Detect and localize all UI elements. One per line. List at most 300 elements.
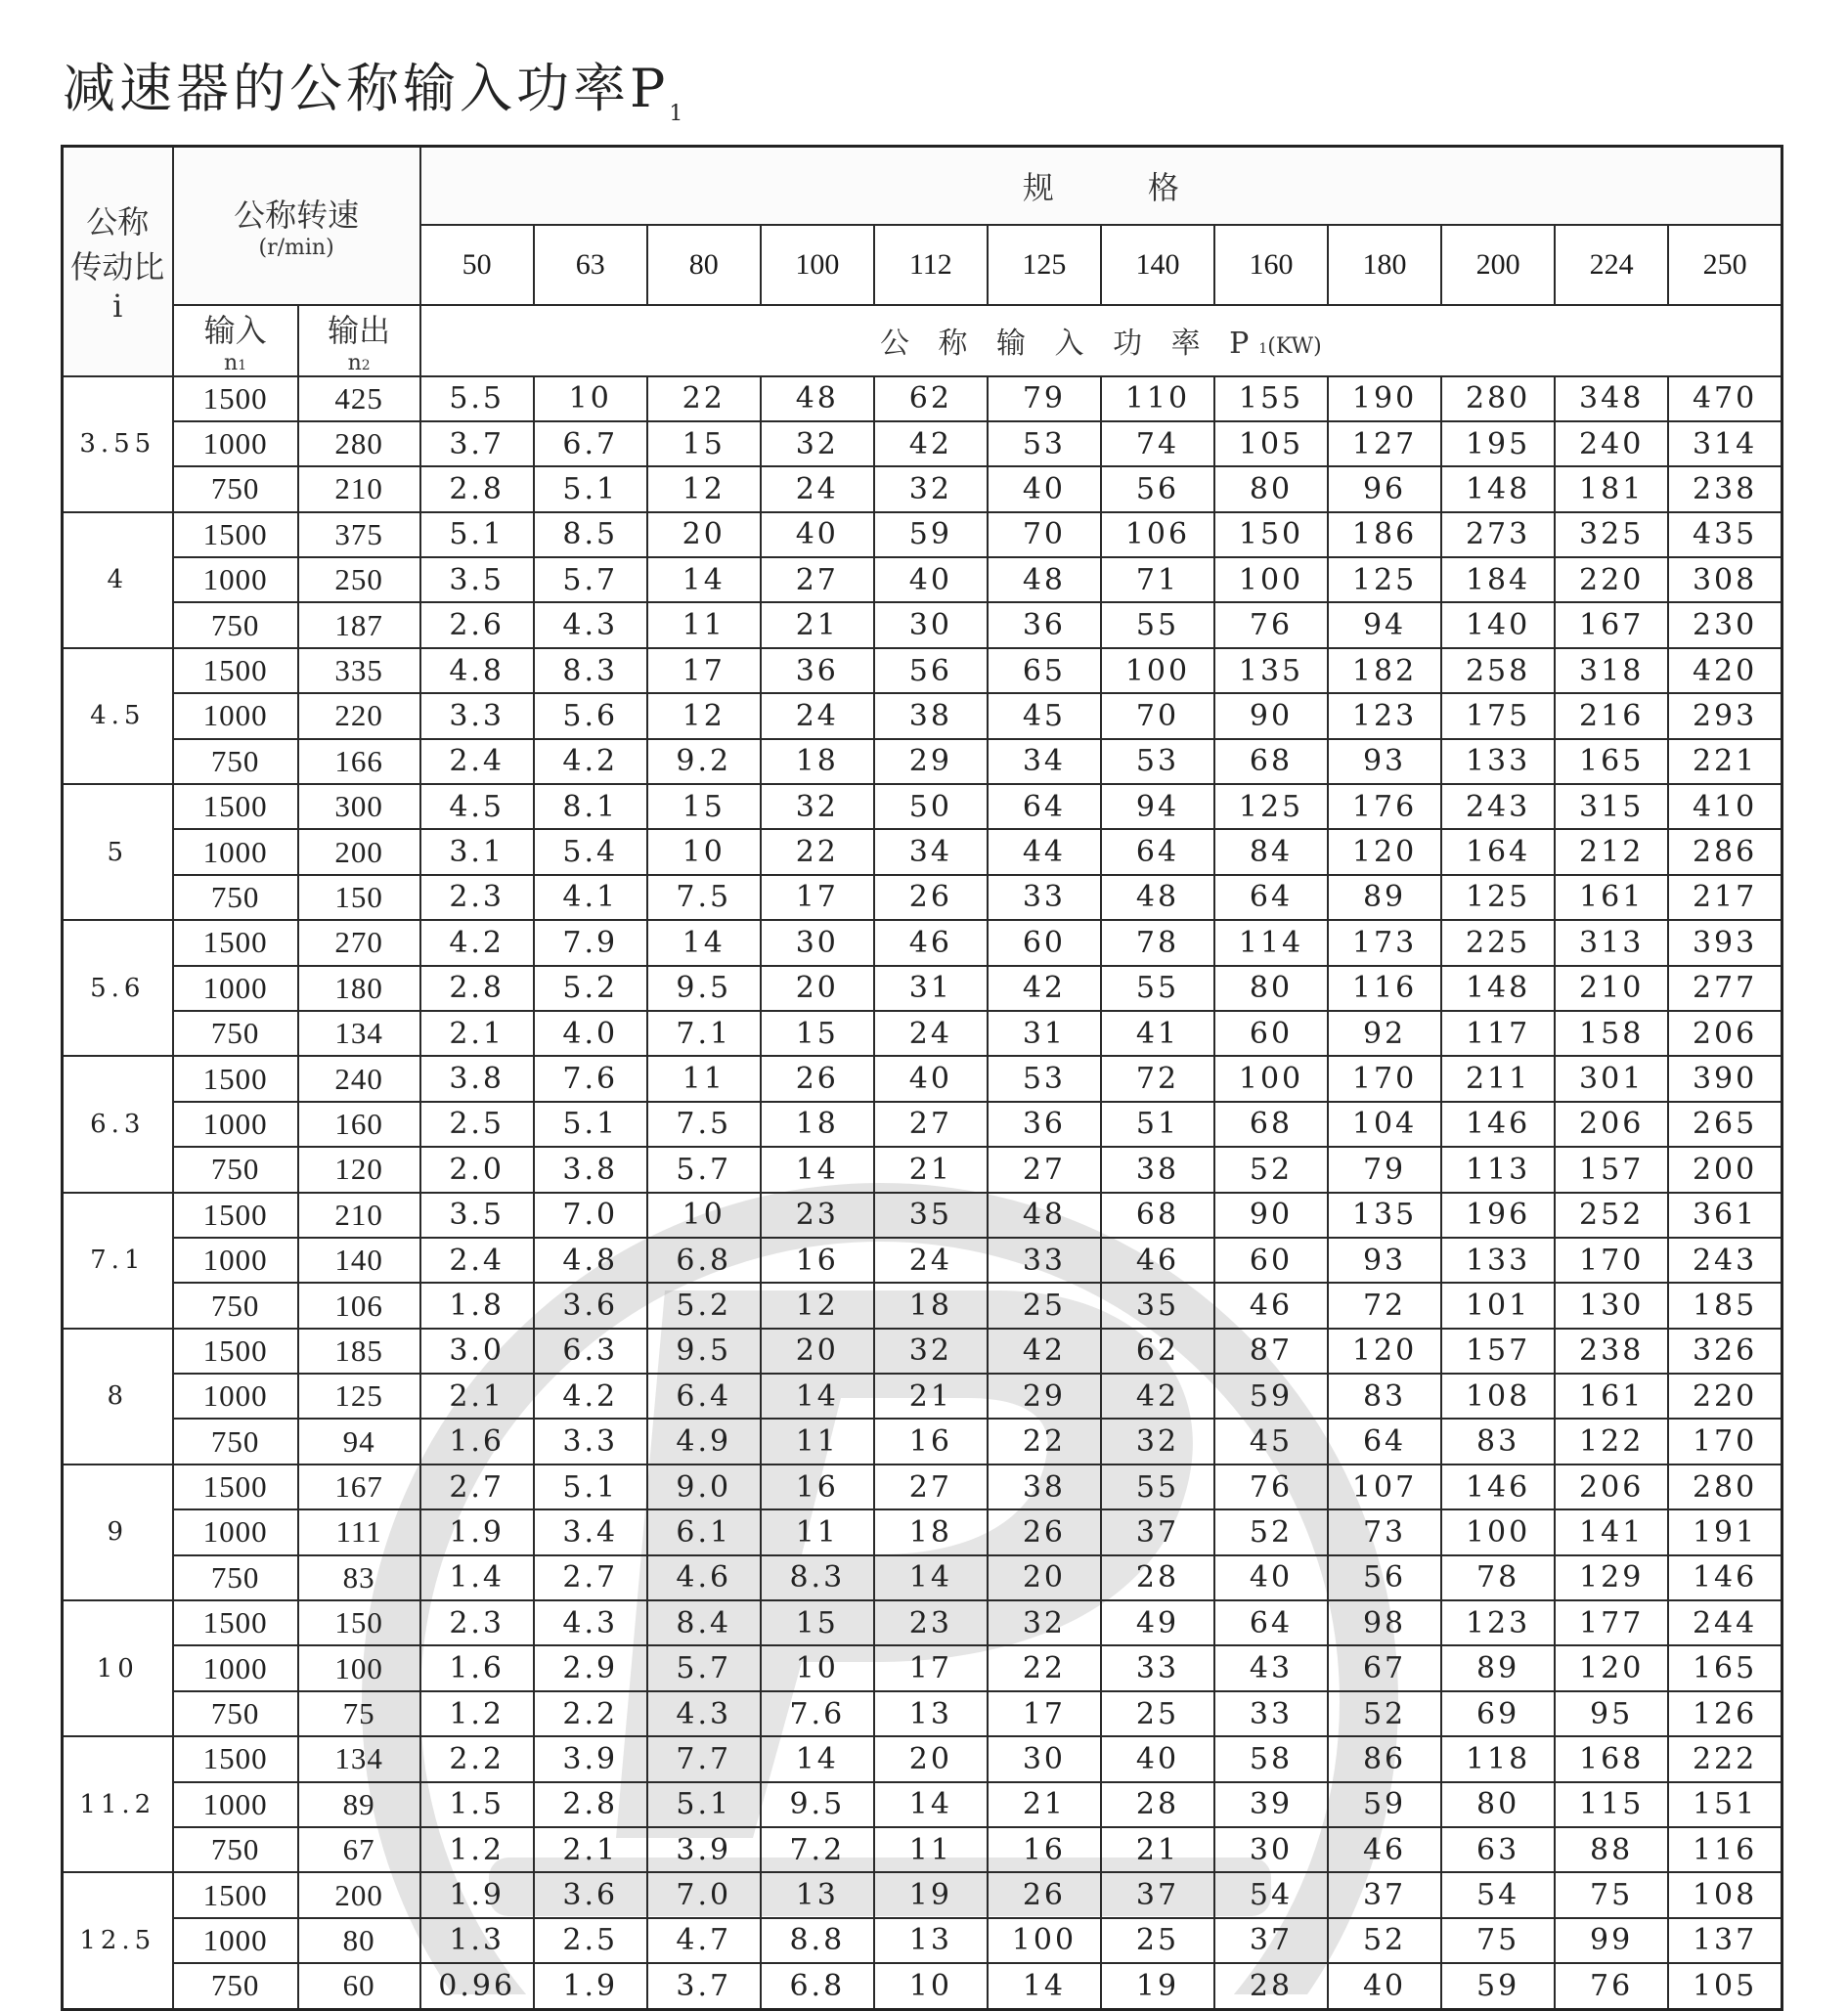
power-value-cell: 71 — [1101, 557, 1214, 602]
input-speed-cell: 1500 — [173, 1600, 298, 1645]
input-speed-cell: 1000 — [173, 1374, 298, 1419]
power-value-cell: 16 — [874, 1419, 988, 1464]
output-header — [298, 305, 420, 376]
power-value-cell: 137 — [1668, 1918, 1782, 1963]
power-value-cell: 8.3 — [534, 648, 647, 693]
power-value-cell: 46 — [1328, 1827, 1441, 1872]
power-value-cell: 32 — [761, 421, 874, 466]
power-value-cell: 116 — [1668, 1827, 1782, 1872]
power-value-cell: 15 — [761, 1600, 874, 1645]
ratio-cell: 11.2 — [63, 1736, 173, 1872]
output-speed-cell: 134 — [298, 1011, 420, 1056]
power-value-cell: 3.9 — [647, 1827, 761, 1872]
power-value-cell: 301 — [1555, 1056, 1668, 1101]
power-value-cell: 1.9 — [420, 1872, 534, 1917]
power-value-cell: 170 — [1328, 1056, 1441, 1101]
ratio-header-line2: 传动比 — [70, 248, 165, 286]
power-value-cell: 2.4 — [420, 739, 534, 784]
power-value-cell: 72 — [1101, 1056, 1214, 1101]
power-value-cell: 100 — [1101, 648, 1214, 693]
power-value-cell: 6.8 — [761, 1963, 874, 2009]
power-value-cell: 5.7 — [534, 557, 647, 602]
size-header-250: 250 — [1668, 225, 1782, 305]
power-value-cell: 60 — [1214, 1238, 1328, 1283]
power-value-cell: 3.5 — [420, 1193, 534, 1238]
power-value-cell: 42 — [988, 966, 1101, 1011]
output-speed-cell: 240 — [298, 1056, 420, 1101]
power-value-cell: 100 — [1214, 1056, 1328, 1101]
power-value-cell: 18 — [761, 1102, 874, 1147]
power-value-cell: 20 — [761, 1329, 874, 1374]
power-value-cell: 141 — [1555, 1509, 1668, 1554]
power-value-cell: 59 — [1214, 1374, 1328, 1419]
power-value-cell: 161 — [1555, 1374, 1668, 1419]
power-value-cell: 11 — [647, 1056, 761, 1101]
power-value-cell: 26 — [874, 875, 988, 920]
table-row — [63, 1827, 1782, 1872]
power-value-cell: 21 — [988, 1782, 1101, 1827]
output-speed-cell: 167 — [298, 1465, 420, 1509]
power-value-cell: 24 — [874, 1011, 988, 1056]
power-value-cell: 190 — [1328, 376, 1441, 421]
power-value-cell: 55 — [1101, 966, 1214, 1011]
page-title — [63, 47, 683, 126]
power-value-cell: 146 — [1668, 1555, 1782, 1600]
table-row — [63, 1193, 1782, 1238]
ratio-cell: 7.1 — [63, 1193, 173, 1329]
power-value-cell: 2.3 — [420, 1600, 534, 1645]
table-row — [63, 920, 1782, 965]
power-value-cell: 64 — [1214, 1600, 1328, 1645]
power-value-cell: 14 — [874, 1555, 988, 1600]
power-header — [420, 305, 1782, 376]
power-value-cell: 79 — [1328, 1147, 1441, 1192]
power-value-cell: 15 — [647, 784, 761, 829]
input-speed-cell: 750 — [173, 875, 298, 920]
input-speed-cell: 1000 — [173, 829, 298, 874]
input-speed-cell: 1000 — [173, 693, 298, 738]
power-value-cell: 1.9 — [420, 1509, 534, 1554]
power-value-cell: 273 — [1441, 512, 1555, 557]
power-value-cell: 173 — [1328, 920, 1441, 965]
power-value-cell: 2.8 — [420, 466, 534, 511]
power-value-cell: 2.8 — [420, 966, 534, 1011]
power-value-cell: 95 — [1555, 1691, 1668, 1736]
power-value-cell: 52 — [1328, 1691, 1441, 1736]
power-value-cell: 43 — [1214, 1645, 1328, 1690]
power-value-cell: 44 — [988, 829, 1101, 874]
table-row — [63, 875, 1782, 920]
power-value-cell: 146 — [1441, 1465, 1555, 1509]
power-value-cell: 100 — [1214, 557, 1328, 602]
power-value-cell: 48 — [988, 1193, 1101, 1238]
table-row — [63, 1691, 1782, 1736]
power-value-cell: 125 — [1328, 557, 1441, 602]
power-value-cell: 75 — [1555, 1872, 1668, 1917]
power-value-cell: 5.7 — [647, 1147, 761, 1192]
power-value-cell: 64 — [1328, 1419, 1441, 1464]
power-value-cell: 3.6 — [534, 1283, 647, 1328]
output-speed-cell: 94 — [298, 1419, 420, 1464]
table-row — [63, 693, 1782, 738]
ratio-cell: 4.5 — [63, 648, 173, 784]
size-header-140: 140 — [1101, 225, 1214, 305]
output-speed-cell: 270 — [298, 920, 420, 965]
power-value-cell: 33 — [1101, 1645, 1214, 1690]
output-speed-cell: 80 — [298, 1918, 420, 1963]
power-value-cell: 37 — [1214, 1918, 1328, 1963]
power-value-cell: 420 — [1668, 648, 1782, 693]
power-value-cell: 113 — [1441, 1147, 1555, 1192]
power-value-cell: 184 — [1441, 557, 1555, 602]
power-value-cell: 18 — [874, 1509, 988, 1554]
power-value-cell: 210 — [1555, 966, 1668, 1011]
power-value-cell: 125 — [1441, 875, 1555, 920]
input-speed-cell: 750 — [173, 1555, 298, 1600]
output-speed-cell: 280 — [298, 421, 420, 466]
power-value-cell: 4.8 — [420, 648, 534, 693]
power-value-cell: 22 — [988, 1645, 1101, 1690]
power-value-cell: 165 — [1668, 1645, 1782, 1690]
table-row — [63, 1736, 1782, 1781]
power-value-cell: 5.6 — [534, 693, 647, 738]
power-value-cell: 318 — [1555, 648, 1668, 693]
power-value-cell: 148 — [1441, 966, 1555, 1011]
power-value-cell: 277 — [1668, 966, 1782, 1011]
output-speed-cell: 250 — [298, 557, 420, 602]
power-value-cell: 30 — [761, 920, 874, 965]
power-value-cell: 76 — [1214, 1465, 1328, 1509]
power-value-cell: 3.0 — [420, 1329, 534, 1374]
power-value-cell: 150 — [1214, 512, 1328, 557]
power-value-cell: 123 — [1328, 693, 1441, 738]
power-value-cell: 155 — [1214, 376, 1328, 421]
output-speed-cell: 100 — [298, 1645, 420, 1690]
power-value-cell: 200 — [1668, 1147, 1782, 1192]
power-value-cell: 90 — [1214, 693, 1328, 738]
power-value-cell: 243 — [1441, 784, 1555, 829]
power-value-cell: 40 — [988, 466, 1101, 511]
power-value-cell: 23 — [874, 1600, 988, 1645]
power-value-cell: 24 — [874, 1238, 988, 1283]
ratio-cell: 3.55 — [63, 376, 173, 512]
input-speed-cell: 1500 — [173, 648, 298, 693]
power-value-cell: 59 — [1328, 1782, 1441, 1827]
table-row — [63, 1555, 1782, 1600]
power-value-cell: 104 — [1328, 1102, 1441, 1147]
power-value-cell: 98 — [1328, 1600, 1441, 1645]
power-value-cell: 32 — [874, 1329, 988, 1374]
spec-header: 规 格 — [420, 147, 1782, 225]
input-speed-cell: 1500 — [173, 1872, 298, 1917]
power-value-cell: 117 — [1441, 1011, 1555, 1056]
power-value-cell: 2.9 — [534, 1645, 647, 1690]
power-value-cell: 63 — [1441, 1827, 1555, 1872]
power-value-cell: 2.0 — [420, 1147, 534, 1192]
power-value-cell: 76 — [1555, 1963, 1668, 2009]
power-value-cell: 94 — [1328, 602, 1441, 647]
output-speed-cell: 106 — [298, 1283, 420, 1328]
power-value-cell: 83 — [1328, 1374, 1441, 1419]
power-value-cell: 4.2 — [420, 920, 534, 965]
power-value-cell: 158 — [1555, 1011, 1668, 1056]
power-value-cell: 39 — [1214, 1782, 1328, 1827]
power-value-cell: 2.1 — [420, 1374, 534, 1419]
power-value-cell: 93 — [1328, 1238, 1441, 1283]
power-value-cell: 54 — [1214, 1872, 1328, 1917]
power-value-cell: 280 — [1668, 1465, 1782, 1509]
power-value-cell: 5.1 — [534, 1465, 647, 1509]
output-speed-cell: 200 — [298, 829, 420, 874]
power-value-cell: 133 — [1441, 1238, 1555, 1283]
input-speed-cell: 1500 — [173, 1056, 298, 1101]
power-value-cell: 80 — [1214, 466, 1328, 511]
power-value-cell: 56 — [1328, 1555, 1441, 1600]
power-value-cell: 176 — [1328, 784, 1441, 829]
size-header-224: 224 — [1555, 225, 1668, 305]
power-value-cell: 36 — [761, 648, 874, 693]
power-value-cell: 9.5 — [647, 966, 761, 1011]
input-speed-cell: 750 — [173, 1011, 298, 1056]
power-value-cell: 8.1 — [534, 784, 647, 829]
table-row — [63, 648, 1782, 693]
power-value-cell: 42 — [988, 1329, 1101, 1374]
power-value-cell: 64 — [1101, 829, 1214, 874]
power-value-cell: 4.3 — [534, 602, 647, 647]
power-value-cell: 125 — [1214, 784, 1328, 829]
power-value-cell: 42 — [1101, 1374, 1214, 1419]
power-value-cell: 1.6 — [420, 1419, 534, 1464]
power-value-cell: 16 — [988, 1827, 1101, 1872]
output-speed-cell: 300 — [298, 784, 420, 829]
output-speed-cell: 187 — [298, 602, 420, 647]
power-value-cell: 1.2 — [420, 1827, 534, 1872]
power-value-cell: 54 — [1441, 1872, 1555, 1917]
power-value-cell: 3.3 — [420, 693, 534, 738]
power-value-cell: 390 — [1668, 1056, 1782, 1101]
power-value-cell: 89 — [1441, 1645, 1555, 1690]
power-value-cell: 52 — [1328, 1918, 1441, 1963]
power-value-cell: 2.5 — [420, 1102, 534, 1147]
power-value-cell: 31 — [874, 966, 988, 1011]
power-value-cell: 222 — [1668, 1736, 1782, 1781]
power-value-cell: 37 — [1101, 1509, 1214, 1554]
output-speed-cell: 60 — [298, 1963, 420, 2009]
power-value-cell: 293 — [1668, 693, 1782, 738]
power-value-cell: 12 — [647, 693, 761, 738]
power-value-cell: 32 — [1101, 1419, 1214, 1464]
power-value-cell: 14 — [761, 1147, 874, 1192]
power-value-cell: 78 — [1101, 920, 1214, 965]
power-value-cell: 11 — [647, 602, 761, 647]
power-value-cell: 13 — [761, 1872, 874, 1917]
power-value-cell: 135 — [1328, 1193, 1441, 1238]
power-value-cell: 23 — [761, 1193, 874, 1238]
input-speed-cell: 1000 — [173, 966, 298, 1011]
size-header-50: 50 — [420, 225, 534, 305]
power-value-cell: 148 — [1441, 466, 1555, 511]
input-speed-cell: 750 — [173, 1283, 298, 1328]
power-value-cell: 27 — [874, 1102, 988, 1147]
power-value-cell: 49 — [1101, 1600, 1214, 1645]
power-value-cell: 29 — [874, 739, 988, 784]
power-value-cell: 30 — [874, 602, 988, 647]
power-value-cell: 286 — [1668, 829, 1782, 874]
power-value-cell: 9.0 — [647, 1465, 761, 1509]
power-value-cell: 221 — [1668, 739, 1782, 784]
power-value-cell: 10 — [647, 1193, 761, 1238]
power-value-cell: 60 — [1214, 1011, 1328, 1056]
input-speed-cell: 750 — [173, 1963, 298, 2009]
power-value-cell: 33 — [1214, 1691, 1328, 1736]
power-value-cell: 14 — [988, 1963, 1101, 2009]
power-value-cell: 2.8 — [534, 1782, 647, 1827]
power-value-cell: 64 — [988, 784, 1101, 829]
power-value-cell: 74 — [1101, 421, 1214, 466]
ratio-cell: 8 — [63, 1329, 173, 1465]
output-speed-cell: 120 — [298, 1147, 420, 1192]
power-value-cell: 40 — [874, 1056, 988, 1101]
power-value-cell: 36 — [988, 1102, 1101, 1147]
power-value-cell: 21 — [1101, 1827, 1214, 1872]
power-value-cell: 7.0 — [534, 1193, 647, 1238]
ratio-cell: 5 — [63, 784, 173, 920]
power-value-cell: 7.9 — [534, 920, 647, 965]
power-value-cell: 94 — [1101, 784, 1214, 829]
power-value-cell: 2.3 — [420, 875, 534, 920]
power-value-cell: 393 — [1668, 920, 1782, 965]
power-value-cell: 16 — [761, 1465, 874, 1509]
power-value-cell: 55 — [1101, 602, 1214, 647]
power-value-cell: 410 — [1668, 784, 1782, 829]
power-value-cell: 35 — [1101, 1283, 1214, 1328]
power-value-cell: 33 — [988, 875, 1101, 920]
power-value-cell: 13 — [874, 1918, 988, 1963]
power-value-cell: 7.7 — [647, 1736, 761, 1781]
output-speed-cell: 160 — [298, 1102, 420, 1147]
power-value-cell: 126 — [1668, 1691, 1782, 1736]
speed-header-label: 公称转速 — [234, 197, 360, 235]
power-value-cell: 100 — [988, 1918, 1101, 1963]
table-row — [63, 602, 1782, 647]
power-value-cell: 206 — [1668, 1011, 1782, 1056]
power-value-cell: 21 — [874, 1147, 988, 1192]
power-value-cell: 7.5 — [647, 1102, 761, 1147]
power-value-cell: 105 — [1668, 1963, 1782, 2009]
power-value-cell: 52 — [1214, 1147, 1328, 1192]
power-value-cell: 106 — [1101, 512, 1214, 557]
output-speed-cell: 150 — [298, 1600, 420, 1645]
power-value-cell: 7.0 — [647, 1872, 761, 1917]
power-value-cell: 170 — [1555, 1238, 1668, 1283]
table-row — [63, 739, 1782, 784]
power-value-cell: 5.7 — [647, 1645, 761, 1690]
power-value-cell: 161 — [1555, 875, 1668, 920]
power-value-cell: 19 — [1101, 1963, 1214, 2009]
power-value-cell: 133 — [1441, 739, 1555, 784]
power-value-cell: 170 — [1668, 1419, 1782, 1464]
power-value-cell: 4.2 — [534, 739, 647, 784]
input-header — [173, 305, 298, 376]
power-value-cell: 18 — [874, 1283, 988, 1328]
power-value-cell: 348 — [1555, 376, 1668, 421]
table-row — [63, 421, 1782, 466]
input-header-label: 输入 — [203, 311, 267, 349]
power-value-cell: 5.2 — [647, 1283, 761, 1328]
power-value-cell: 167 — [1555, 602, 1668, 647]
power-value-cell: 62 — [1101, 1329, 1214, 1374]
power-value-cell: 76 — [1214, 602, 1328, 647]
power-value-cell: 14 — [874, 1782, 988, 1827]
ratio-header — [63, 147, 173, 376]
power-value-cell: 30 — [1214, 1827, 1328, 1872]
speed-header-unit: (r/min) — [258, 236, 334, 261]
power-value-cell: 8.3 — [761, 1555, 874, 1600]
power-value-cell: 51 — [1101, 1102, 1214, 1147]
power-value-cell: 18 — [761, 739, 874, 784]
power-value-cell: 12 — [761, 1283, 874, 1328]
power-value-cell: 36 — [988, 602, 1101, 647]
power-value-cell: 38 — [988, 1465, 1101, 1509]
power-value-cell: 80 — [1214, 966, 1328, 1011]
power-value-cell: 140 — [1441, 602, 1555, 647]
power-value-cell: 48 — [1101, 875, 1214, 920]
power-value-cell: 206 — [1555, 1465, 1668, 1509]
ratio-cell: 9 — [63, 1465, 173, 1600]
power-value-cell: 3.8 — [534, 1147, 647, 1192]
power-value-cell: 80 — [1441, 1782, 1555, 1827]
power-value-cell: 116 — [1328, 966, 1441, 1011]
power-value-cell: 2.2 — [420, 1736, 534, 1781]
speed-header — [173, 147, 420, 305]
power-value-cell: 67 — [1328, 1645, 1441, 1690]
power-value-cell: 258 — [1441, 648, 1555, 693]
power-value-cell: 88 — [1555, 1827, 1668, 1872]
power-value-cell: 26 — [761, 1056, 874, 1101]
power-value-cell: 53 — [988, 1056, 1101, 1101]
power-value-cell: 59 — [874, 512, 988, 557]
power-value-cell: 35 — [874, 1193, 988, 1238]
power-value-cell: 32 — [761, 784, 874, 829]
size-header-100: 100 — [761, 225, 874, 305]
power-value-cell: 6.1 — [647, 1509, 761, 1554]
power-value-cell: 93 — [1328, 739, 1441, 784]
power-value-cell: 24 — [761, 693, 874, 738]
power-value-cell: 30 — [988, 1736, 1101, 1781]
table-row — [63, 1918, 1782, 1963]
power-value-cell: 17 — [647, 648, 761, 693]
power-value-cell: 53 — [988, 421, 1101, 466]
power-value-cell: 9.2 — [647, 739, 761, 784]
power-value-cell: 46 — [1214, 1283, 1328, 1328]
power-value-cell: 238 — [1555, 1329, 1668, 1374]
power-value-cell: 3.4 — [534, 1509, 647, 1554]
output-header-label: 输出 — [328, 311, 391, 349]
power-value-cell: 2.7 — [420, 1465, 534, 1509]
power-value-cell: 3.8 — [420, 1056, 534, 1101]
power-value-cell: 326 — [1668, 1329, 1782, 1374]
power-value-cell: 25 — [988, 1283, 1101, 1328]
power-value-cell: 8.8 — [761, 1918, 874, 1963]
ratio-cell: 12.5 — [63, 1872, 173, 2009]
power-value-cell: 68 — [1214, 1102, 1328, 1147]
power-value-cell: 45 — [1214, 1419, 1328, 1464]
power-value-cell: 27 — [988, 1147, 1101, 1192]
power-value-cell: 314 — [1668, 421, 1782, 466]
power-value-cell: 164 — [1441, 829, 1555, 874]
size-header-200: 200 — [1441, 225, 1555, 305]
power-value-cell: 5.4 — [534, 829, 647, 874]
